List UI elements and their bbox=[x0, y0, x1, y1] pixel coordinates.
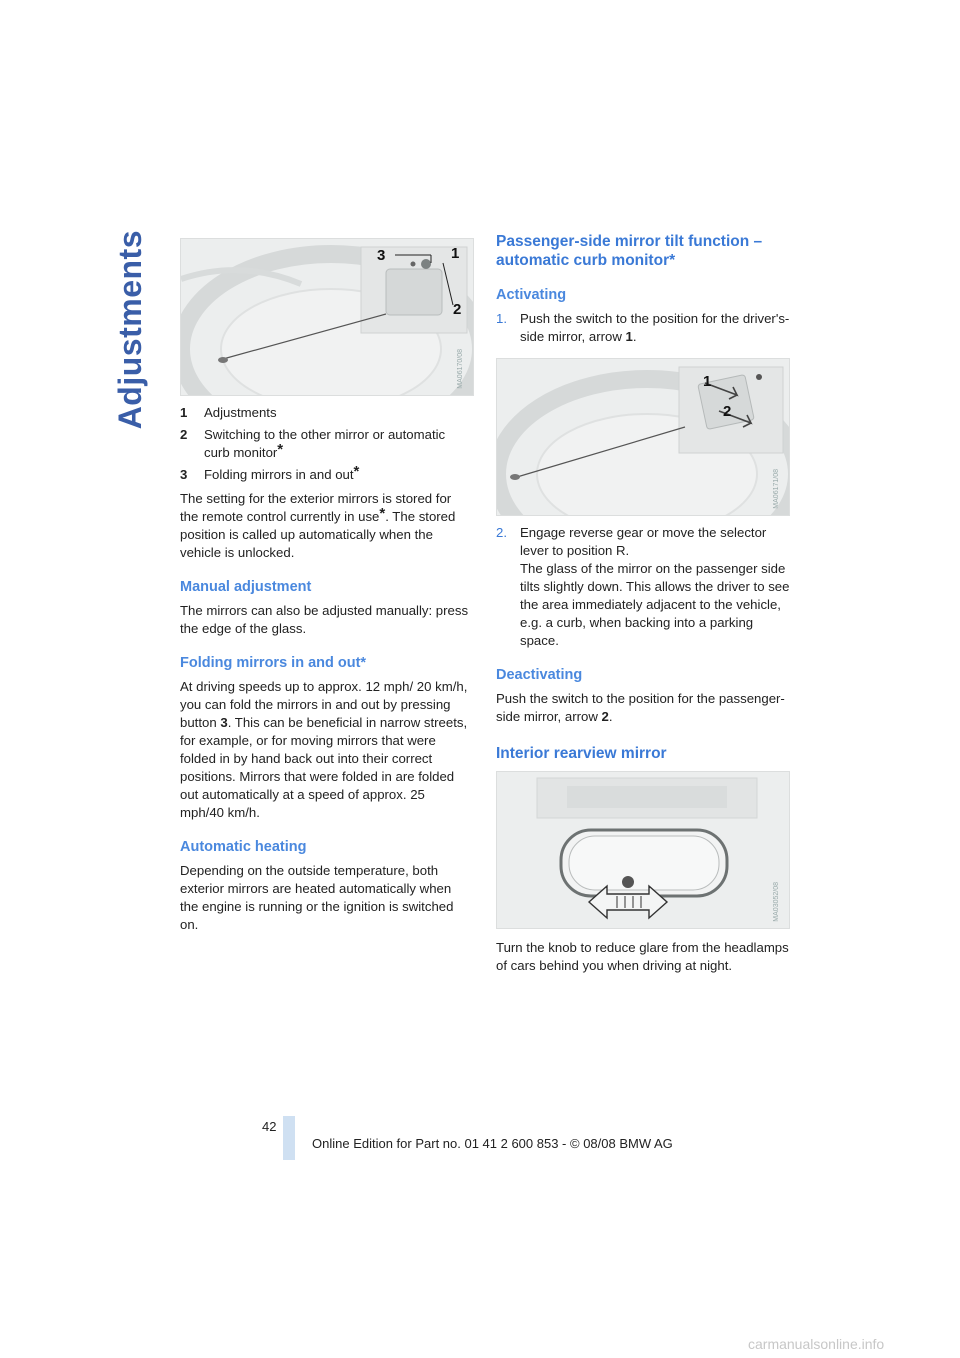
interior-mirror-illustration bbox=[497, 772, 789, 928]
left-column bbox=[180, 238, 470, 944]
figure-code: MA03052/08 bbox=[773, 882, 780, 922]
stored-setting-paragraph: The setting for the exterior mirrors is stored for the remote control currently in use*. The stored position is called up automatically when the vehicle is unlocked. bbox=[180, 491, 456, 560]
step-text: Engage reverse gear or move the selector lever to position R. The glass of the mirror on the passenger side tilts slightly down. This allows the driver to see the area immediately adjacent to the vehicle, e.g. a curb, when backing into a parking space. bbox=[520, 525, 790, 648]
folding-mirrors-heading: Folding mirrors in and out* bbox=[180, 655, 367, 671]
activating-heading: Activating bbox=[496, 287, 567, 303]
interior-mirror-figure bbox=[496, 771, 790, 929]
mirror-switch-figure bbox=[180, 238, 474, 396]
right-column bbox=[496, 232, 792, 985]
step-item bbox=[496, 524, 792, 650]
interior-mirror-paragraph: Turn the knob to reduce glare from the headlamps of cars behind you when driving at night. bbox=[496, 940, 789, 973]
activating-steps-continued bbox=[496, 524, 792, 650]
legend-text: Folding mirrors in and out* bbox=[204, 463, 360, 482]
interior-mirror-heading: Interior rearview mirror bbox=[496, 745, 667, 762]
automatic-heating-paragraph: Depending on the outside temperature, both exterior mirrors are heated automatically when the engine is running or the ignition is switched on. bbox=[180, 863, 454, 932]
tilt-function-heading: Passenger-side mirror tilt function – automatic curb monitor* bbox=[496, 233, 763, 269]
legend-item bbox=[180, 463, 470, 484]
legend-number: 3 bbox=[180, 467, 188, 482]
curb-monitor-figure bbox=[496, 358, 790, 516]
automatic-heating-heading: Automatic heating bbox=[180, 839, 307, 855]
footer-accent-bar bbox=[283, 1116, 295, 1160]
page-number: 42 bbox=[262, 1119, 277, 1134]
arrow-callout-1: 1 bbox=[703, 373, 712, 390]
figure-code: MA06170/08 bbox=[457, 349, 464, 389]
footer-edition-text: Online Edition for Part no. 01 41 2 600 853 - © 08/08 BMW AG bbox=[312, 1136, 673, 1151]
callout-2: 2 bbox=[453, 301, 462, 318]
figure-code: MA06171/08 bbox=[773, 469, 780, 509]
legend-item bbox=[180, 404, 470, 422]
legend-text: Switching to the other mirror or automatic curb monitor* bbox=[204, 427, 446, 460]
arrow-callout-2: 2 bbox=[723, 403, 732, 420]
legend-text: Adjustments bbox=[204, 405, 277, 420]
manual-adjustment-paragraph: The mirrors can also be adjusted manually: press the edge of the glass. bbox=[180, 603, 469, 636]
callout-1: 1 bbox=[451, 245, 460, 262]
legend-number: 2 bbox=[180, 427, 188, 442]
legend-number: 1 bbox=[180, 405, 188, 420]
step-text: Push the switch to the position for the driver's-side mirror, arrow 1. bbox=[520, 311, 790, 344]
callout-3: 3 bbox=[377, 247, 386, 264]
step-item bbox=[496, 310, 792, 346]
mirror-switch-illustration bbox=[181, 239, 473, 395]
legend-list bbox=[180, 404, 470, 484]
deactivating-heading: Deactivating bbox=[496, 667, 583, 683]
manual-adjustment-heading: Manual adjustment bbox=[180, 579, 312, 595]
deactivating-paragraph: Push the switch to the position for the passenger-side mirror, arrow 2. bbox=[496, 691, 785, 724]
step-number: 2. bbox=[496, 525, 507, 540]
section-title: Adjustments bbox=[112, 230, 148, 430]
legend-item bbox=[180, 426, 470, 462]
folding-mirrors-paragraph: At driving speeds up to approx. 12 mph/ 20 km/h, you can fold the mirrors in and out by pressing button 3. This can be beneficial in narrow streets, for example, or for moving mirrors that were folded in by hand back out into their correct positions. Mirrors that were folded in are folded out automatically at a speed of approx. 25 mph/40 km/h. bbox=[180, 679, 468, 820]
curb-monitor-illustration bbox=[497, 359, 789, 515]
activating-steps bbox=[496, 310, 792, 346]
step-number: 1. bbox=[496, 311, 507, 326]
site-watermark: carmanualsonline.info bbox=[748, 1336, 885, 1352]
